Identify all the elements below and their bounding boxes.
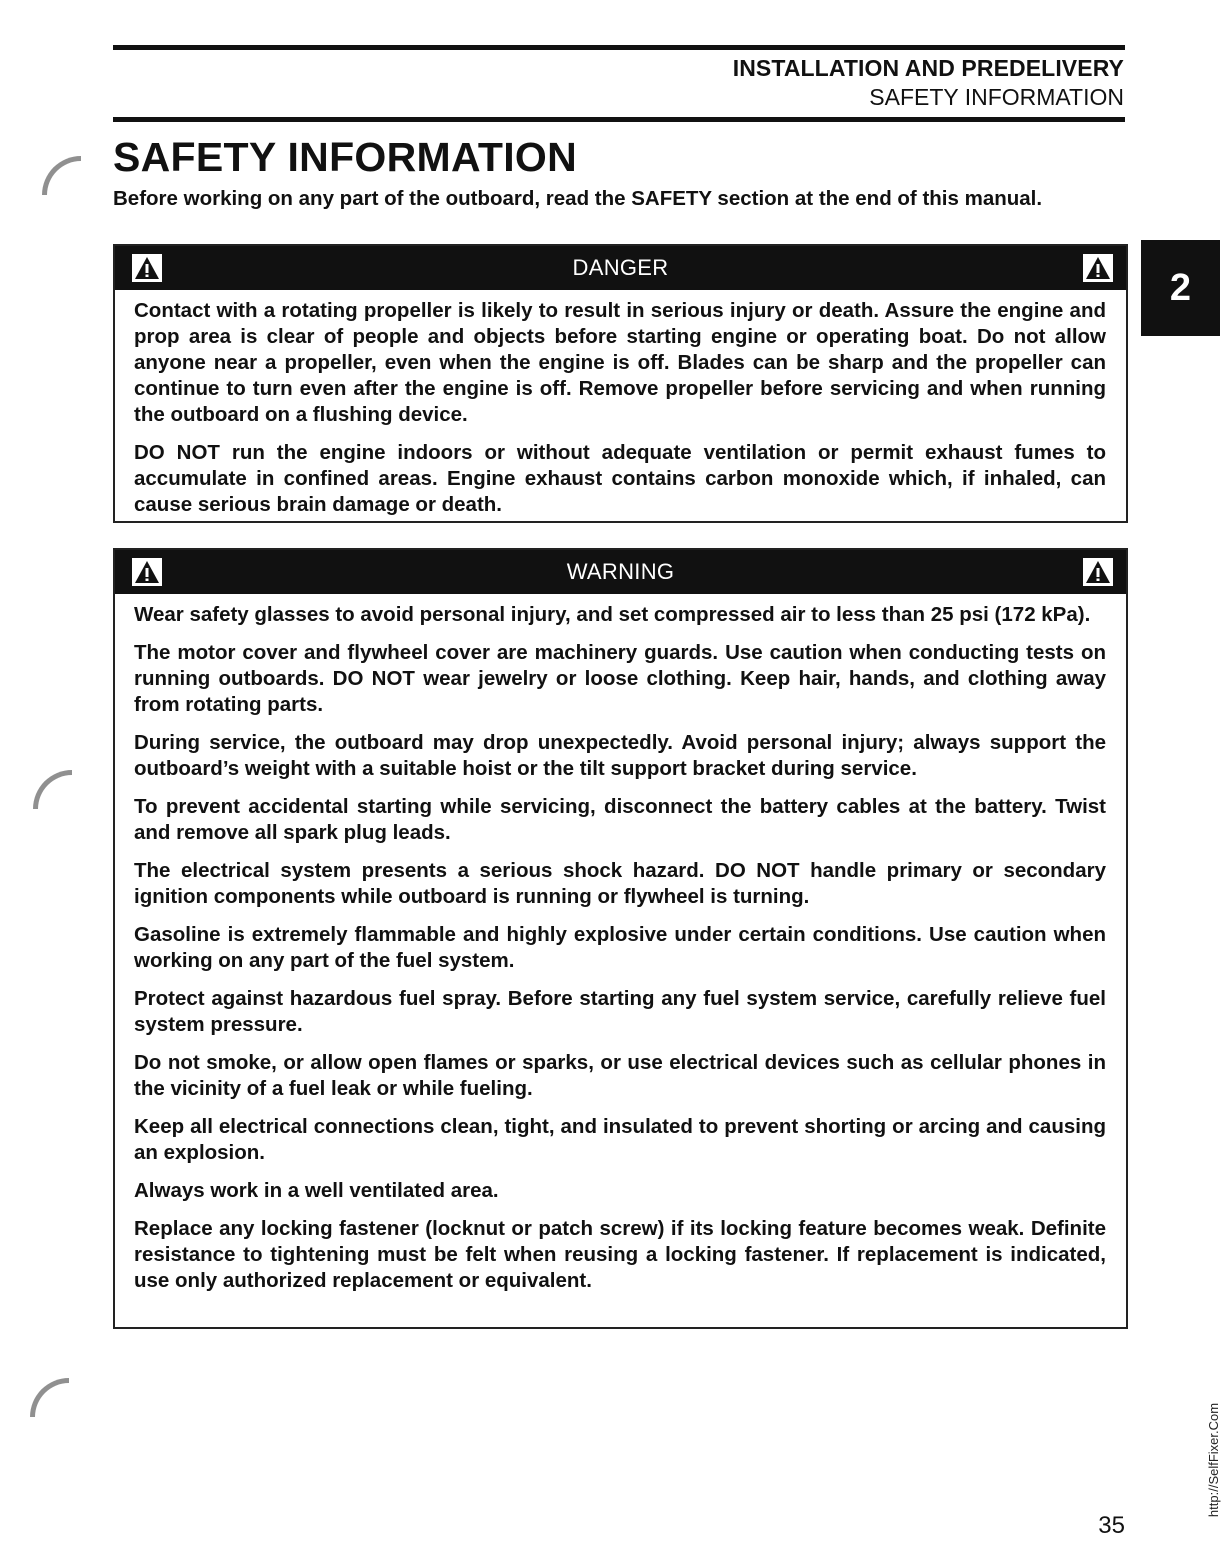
- section-header-subtitle: SAFETY INFORMATION: [869, 84, 1124, 110]
- warning-header: [115, 550, 1126, 594]
- danger-header: [115, 246, 1126, 290]
- warning-paragraph: Wear safety glasses to avoid personal injury, and set compressed air to less than 25 psi (172 kPa).: [134, 603, 1091, 626]
- danger-label: DANGER: [572, 255, 669, 280]
- intro-text: Before working on any part of the outboard, read the SAFETY section at the end of this manual.: [113, 187, 1043, 210]
- danger-paragraph: DO NOT run the engine indoors or without adequate ventilation or permit exhaust fumes to accumulate in confined areas. Engine exhaust contains carbon monoxide which, if inhaled, can cause serious brain damage or death.: [134, 441, 1106, 516]
- warning-label: WARNING: [566, 559, 675, 584]
- warning-paragraph: During service, the outboard may drop unexpectedly. Avoid personal injury; always support the outboard’s weight with a suitable hoist or the tilt support bracket during service.: [134, 731, 1106, 780]
- warning-paragraph: Protect against hazardous fuel spray. Before starting any fuel system service, carefully relieve fuel system pressure.: [134, 987, 1106, 1036]
- warning-paragraph: To prevent accidental starting while servicing, disconnect the battery cables at the battery. Twist and remove all spark plug leads.: [134, 795, 1106, 844]
- warning-paragraph: Gasoline is extremely flammable and highly explosive under certain conditions. Use caution when working on any part of the fuel system.: [134, 923, 1106, 972]
- header-top-rule: [113, 45, 1125, 50]
- warning-paragraph: The electrical system presents a serious shock hazard. DO NOT handle primary or secondary ignition components while outboard is running or flywheel is turning.: [134, 859, 1106, 908]
- warning-paragraph: Keep all electrical connections clean, tight, and insulated to prevent shorting or arcing and causing an explosion.: [134, 1115, 1106, 1164]
- warning-triangle-icon: [1083, 254, 1113, 282]
- chapter-tab: 2: [1141, 240, 1220, 336]
- page-number: 35: [1098, 1512, 1125, 1539]
- section-header-title: INSTALLATION AND PREDELIVERY: [732, 55, 1124, 81]
- binder-hole-mark: [30, 1378, 69, 1417]
- header-bottom-rule: [113, 117, 1125, 122]
- danger-body: [115, 290, 1126, 518]
- warning-box: [113, 548, 1128, 1329]
- warning-triangle-icon: [132, 254, 162, 282]
- danger-paragraph: Contact with a rotating propeller is likely to result in serious injury or death. Assure the engine and prop area is clear of people and objects before starting engine or operating boat. Do not allow anyone near a propeller, even when the engine is off. Blades can be sharp and the propeller can continue to turn even after the engine is off. Remove propeller before servicing and when running the outboard on a flushing device.: [134, 299, 1106, 426]
- warning-paragraph: The motor cover and flywheel cover are machinery guards. Use caution when conducting tests on running outboards. DO NOT wear jewelry or loose clothing. Keep hair, hands, and clothing away from rotating parts.: [134, 641, 1106, 716]
- warning-paragraph: Do not smoke, or allow open flames or sparks, or use electrical devices such as cellular phones in the vicinity of a fuel leak or while fueling.: [134, 1051, 1106, 1100]
- page-title: SAFETY INFORMATION: [113, 134, 577, 180]
- warning-triangle-icon: [1083, 558, 1113, 586]
- warning-body: [115, 594, 1126, 1294]
- danger-box: [113, 244, 1128, 523]
- side-url-watermark: http://SelfFixer.Com: [1205, 1402, 1221, 1518]
- binder-hole-mark: [42, 156, 81, 195]
- warning-triangle-icon: [132, 558, 162, 586]
- binder-hole-mark: [33, 770, 72, 809]
- warning-paragraph: Always work in a well ventilated area.: [134, 1179, 499, 1202]
- warning-paragraph: Replace any locking fastener (locknut or patch screw) if its locking feature becomes weak. Definite resistance to tightening must be felt when reusing a locking fastener. If replacement is indicated, use only authorized replacement or equivalent.: [134, 1217, 1106, 1292]
